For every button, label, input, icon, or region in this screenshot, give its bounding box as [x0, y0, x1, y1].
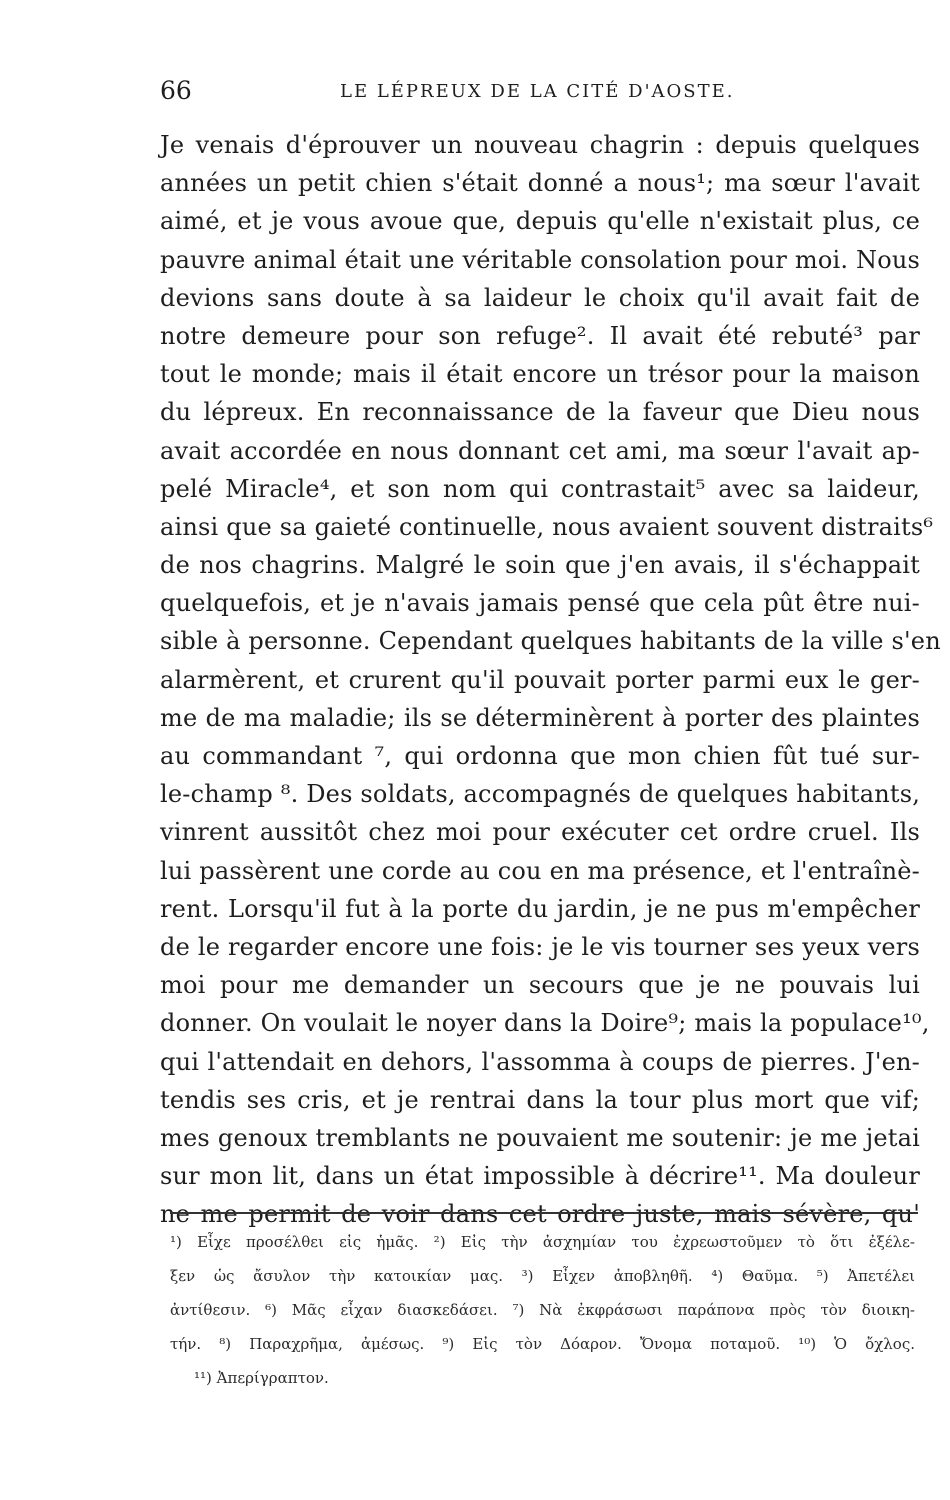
- footnote-line: τήν. ⁸) Παραχρῆμα, ἀμέσως. ⁹) Εἰς τὸν Δόαρον. Ὄνομα ποταμοῦ. ¹⁰) Ὁ ὄχλος.: [170, 1335, 915, 1353]
- text-line: pauvre animal était une véritable consolation pour moi. Nous: [160, 245, 921, 274]
- footnotes: [170, 1225, 915, 1395]
- main-text: [160, 126, 941, 1233]
- text-line: donner. On voulait le noyer dans la Doire⁹; mais la populace¹⁰,: [160, 1009, 930, 1038]
- text-line: pelé Miracle⁴, et son nom qui contrastait⁵ avec sa laideur,: [160, 474, 920, 503]
- text-line: avait accordée en nous donnant cet ami, ma sœur l'avait ap-: [160, 436, 920, 465]
- text-line: de nos chagrins. Malgré le soin que j'en avais, il s'échappait: [160, 551, 920, 580]
- text-line: lui passèrent une corde au cou en ma présence, et l'entraînè-: [160, 856, 920, 885]
- text-line: tout le monde; mais il était encore un trésor pour la maison: [160, 360, 920, 389]
- text-line: qui l'attendait en dehors, l'assomma à coups de pierres. J'en-: [160, 1047, 920, 1076]
- text-line: au commandant ⁷, qui ordonna que mon chien fût tué sur-: [160, 742, 920, 770]
- text-line: ainsi que sa gaieté continuelle, nous avaient souvent distraits⁶: [160, 512, 934, 541]
- running-title: LE LÉPREUX DE LA CITÉ D'AOSTE.: [340, 81, 735, 102]
- text-line: Je venais d'éprouver un nouveau chagrin : depuis quelques: [160, 131, 920, 159]
- text-line: moi pour me demander un secours que je ne pouvais lui: [160, 971, 920, 1000]
- text-line: tendis ses cris, et je rentrai dans la tour plus mort que vif;: [160, 1085, 920, 1114]
- text-line: devions sans doute à sa laideur le choix qu'il avait fait de: [160, 283, 920, 312]
- page-number: 66: [160, 76, 192, 105]
- text-line: alarmèrent, et crurent qu'il pouvait porter parmi eux le ger-: [160, 665, 920, 694]
- page-header: [160, 76, 920, 106]
- text-line: mes genoux tremblants ne pouvaient me soutenir: je me jetai: [160, 1123, 920, 1152]
- text-line: aimé, et je vous avoue que, depuis qu'elle n'existait plus, ce: [160, 207, 920, 236]
- text-line: notre demeure pour son refuge². Il avait été rebuté³ par: [160, 321, 920, 350]
- footnote-line: ¹) Εἶχε προσέλθει εἰς ἡμᾶς. ²) Εἰς τὴν ἀσχημίαν του ἐχρεωστοῦμεν τὸ ὅτι ἐξέλε-: [170, 1233, 915, 1251]
- footnote-line: ¹¹) Ἀπερίγραπτον.: [194, 1369, 329, 1387]
- text-line: rent. Lorsqu'il fut à la porte du jardin, je ne pus m'empêcher: [160, 894, 920, 923]
- footnote-divider: [170, 1212, 918, 1214]
- text-line: vinrent aussitôt chez moi pour exécuter cet ordre cruel. Ils: [160, 818, 920, 847]
- footnote-line: ξεν ὡς ἄσυλον τὴν κατοικίαν μας. ³) Εἶχεν ἀποβληθῆ. ⁴) Θαῦμα. ⁵) Ἀπετέλει: [170, 1267, 915, 1285]
- text-line: ne me permit de voir dans cet ordre juste, mais sévère, qu': [160, 1200, 920, 1229]
- text-line: de le regarder encore une fois: je le vis tourner ses yeux vers: [160, 932, 920, 961]
- text-line: années un petit chien s'était donné a nous¹; ma sœur l'avait: [160, 169, 920, 198]
- footnote-line: ἀντίθεσιν. ⁶) Μᾶς εἶχαν διασκεδάσει. ⁷) Νὰ ἐκφράσωσι παράπονα πρὸς τὸν διοικη-: [170, 1301, 915, 1319]
- text-line: le-champ ⁸. Des soldats, accompagnés de quelques habitants,: [160, 780, 921, 809]
- text-line: sible à personne. Cependant quelques habitants de la ville s'en: [160, 627, 941, 656]
- text-line: me de ma maladie; ils se déterminèrent à porter des plaintes: [160, 703, 920, 732]
- text-line: sur mon lit, dans un état impossible à décrire¹¹. Ma douleur: [160, 1162, 920, 1191]
- text-line: quelquefois, et je n'avais jamais pensé que cela pût être nui-: [160, 589, 920, 618]
- text-line: du lépreux. En reconnaissance de la faveur que Dieu nous: [160, 398, 920, 427]
